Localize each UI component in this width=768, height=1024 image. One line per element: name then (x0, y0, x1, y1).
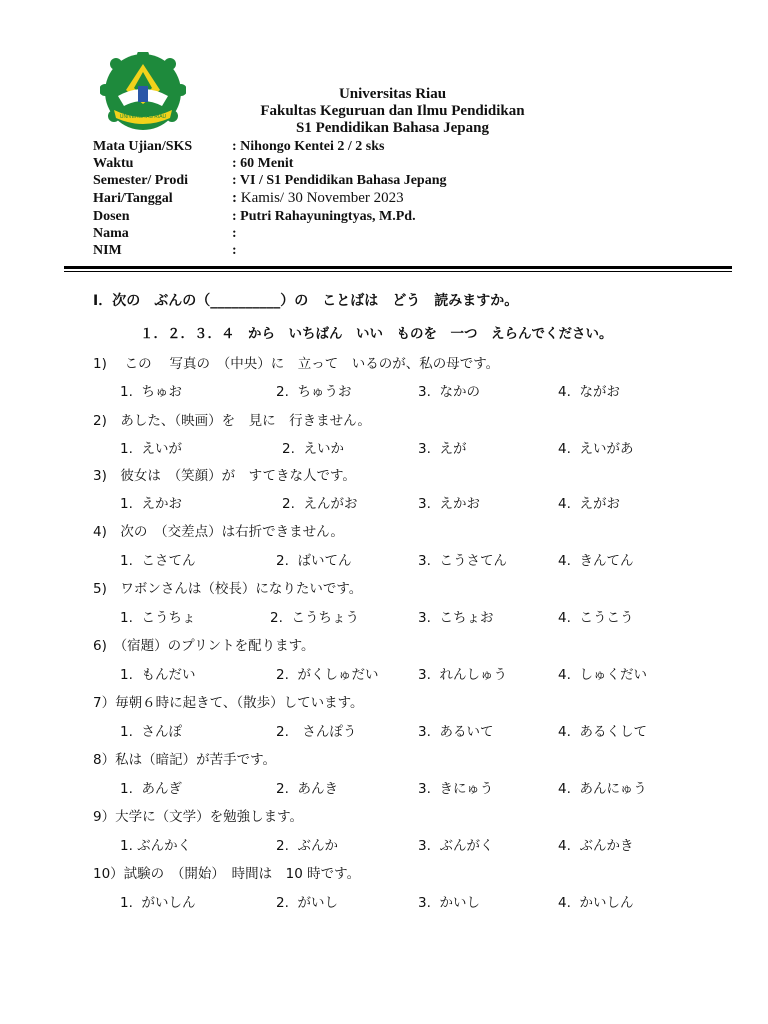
info-label: Mata Ujian/SKS (93, 139, 193, 154)
header-divider-thick (64, 266, 732, 269)
option: 2. ぶんか (276, 838, 338, 854)
option: 3. きにゅう (418, 781, 494, 797)
info-label: Dosen (93, 209, 130, 224)
option: 2. こうちょう (270, 610, 359, 626)
option: 2. ちゅうお (276, 384, 352, 400)
option: 1. ちゅお (120, 384, 182, 400)
option: 1. もんだい (120, 667, 196, 683)
question-1: 1) この 写真の （中央）に 立って いるのが、私の母です。 (93, 356, 500, 372)
section-title: I．次の ぶんの（__________）の ことばは どう 読みますか。 (93, 293, 519, 309)
info-label: Waktu (93, 156, 134, 171)
option: 4. かいしん (558, 895, 634, 911)
university-name: Universitas Riau (338, 86, 447, 102)
info-row-name (93, 225, 653, 242)
option: 2. あんき (276, 781, 338, 797)
header-divider-thin (64, 271, 732, 272)
question-3: 3) 彼女は （笑顔）が すてきな人です。 (93, 468, 356, 484)
option: 4. きんてん (558, 553, 634, 569)
date-rest: 30 November 2023 (284, 190, 404, 206)
option: 4. えいがあ (558, 441, 634, 457)
option: 3. かいし (418, 895, 480, 911)
option: 1. さんぽ (120, 724, 182, 740)
question-2: 2) あした、（映画）を 見に 行きません。 (93, 413, 371, 429)
section-instruction: １．２．３．４ から いちばん いい ものを 一つ えらんでください。 (140, 326, 613, 342)
option: 1. ぶんかく (120, 838, 192, 854)
option: 4. あんにゅう (558, 781, 647, 797)
option: 1. がいしん (120, 895, 196, 911)
option: 4. あるくして (558, 724, 647, 740)
exam-info-table (93, 138, 653, 259)
info-label: Semester/ Prodi (93, 173, 188, 188)
info-label: NIM (93, 243, 122, 258)
question-7: 7）毎朝６時に起きて、（散歩）しています。 (93, 695, 364, 711)
option: 3. あるいて (418, 724, 494, 740)
option: 2. がくしゅだい (276, 667, 379, 683)
date-prefix: : (232, 190, 241, 206)
option: 4. しゅくだい (558, 667, 647, 683)
option: 1. あんぎ (120, 781, 182, 797)
option: 2. さんぽう (276, 724, 357, 740)
question-6: 6) （宿題）のプリントを配ります。 (93, 638, 315, 654)
info-value: : VI / S1 Pendidikan Bahasa Jepang (232, 173, 447, 188)
info-value: : Nihongo Kentei 2 / 2 sks (232, 139, 385, 154)
option: 4. ぶんかき (558, 838, 634, 854)
option: 2. がいし (276, 895, 338, 911)
option: 3. なかの (418, 384, 480, 400)
info-row-lecturer (93, 208, 653, 225)
option: 3. こうさてん (418, 553, 507, 569)
info-value (232, 189, 404, 208)
option: 2. えいか (282, 441, 344, 457)
option: 3. こちょお (418, 610, 494, 626)
program-name: S1 Pendidikan Bahasa Jepang (296, 120, 489, 136)
option: 2. ばいてん (276, 553, 352, 569)
question-5: 5) ワボンさんは（校長）になりたいです。 (93, 581, 363, 597)
option: 2. えんがお (282, 496, 358, 512)
info-value: : 60 Menit (232, 156, 294, 171)
option: 1. こうちょ (120, 610, 196, 626)
option: 4. えがお (558, 496, 620, 512)
question-10: 10）試験の （開始） 時間は 10 時です。 (93, 866, 361, 882)
info-row-date (93, 189, 653, 208)
option: 1. えいが (120, 441, 182, 457)
institution-header (0, 86, 768, 137)
info-row-subject (93, 138, 653, 155)
info-row-time (93, 155, 653, 172)
option: 3. えが (418, 441, 467, 457)
info-value: : (232, 243, 237, 258)
option: 1. えかお (120, 496, 182, 512)
option: 1. こさてん (120, 553, 196, 569)
info-value: : Putri Rahayuningtyas, M.Pd. (232, 209, 416, 224)
question-4: 4) 次の （交差点）は右折できません。 (93, 524, 344, 540)
info-row-nim (93, 242, 653, 259)
option: 3. ぶんがく (418, 838, 494, 854)
option: 4. ながお (558, 384, 620, 400)
faculty-name: Fakultas Keguruan dan Ilmu Pendidikan (260, 103, 525, 119)
option: 4. こうこう (558, 610, 634, 626)
info-label: Nama (93, 226, 129, 241)
question-8: 8）私は（暗記）が苦手です。 (93, 752, 277, 768)
option: 3. えかお (418, 496, 480, 512)
logo-text: UNIVERSITAS RIAU (119, 114, 167, 120)
info-row-semester (93, 172, 653, 189)
info-label: Hari/Tanggal (93, 191, 173, 206)
info-value: : (232, 226, 237, 241)
date-day: Kamis/ (240, 190, 285, 206)
question-9: 9）大学に（文学）を勉強します。 (93, 809, 304, 825)
option: 3. れんしゅう (418, 667, 507, 683)
